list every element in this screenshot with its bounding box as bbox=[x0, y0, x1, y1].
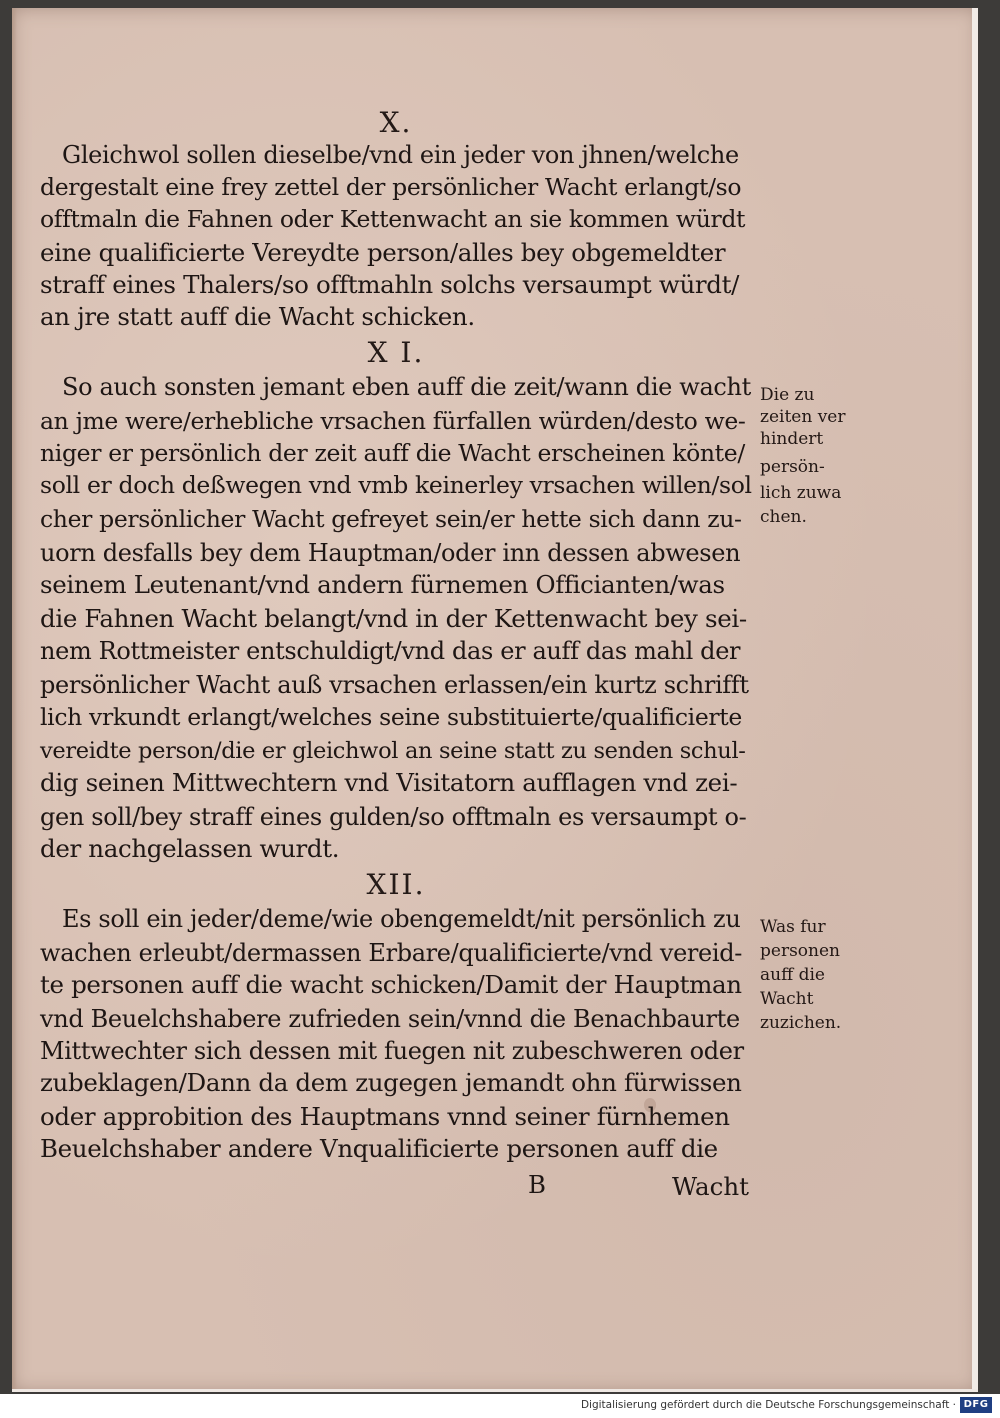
text-line: oder approbition des Hauptmans vnnd seiner fürnhemen bbox=[40, 1102, 730, 1131]
text-line: So auch sonsten jemant eben auff die zeit/wann die wacht bbox=[62, 373, 751, 401]
text-line: uorn desfalls bey dem Hauptman/oder inn dessen abwesen bbox=[40, 539, 741, 567]
margin-note-line: Die zu bbox=[760, 385, 815, 405]
text-line: die Fahnen Wacht belangt/vnd in der Kettenwacht bey sei- bbox=[40, 604, 747, 633]
text-line: dig seinen Mittwechtern vnd Visitatorn aufflagen vnd zei- bbox=[40, 768, 738, 797]
text-line: Es soll ein jeder/deme/wie obengemeldt/nit persönlich zu bbox=[62, 905, 741, 933]
dfg-logo: DFG bbox=[960, 1397, 992, 1413]
page-bottom-edge bbox=[12, 1389, 978, 1392]
margin-note-line: Was fur bbox=[760, 917, 826, 937]
text-line: dergestalt eine frey zettel der persönlicher Wacht erlangt/so bbox=[40, 173, 742, 201]
page-gutter-shadow bbox=[12, 8, 17, 1392]
text-line: eine qualificierte Vereydte person/alles bey obgemeldter bbox=[40, 238, 726, 267]
margin-note-line: hindert bbox=[760, 429, 824, 449]
page-fore-edge bbox=[972, 8, 978, 1392]
text-line: der nachgelassen wurdt. bbox=[40, 834, 340, 863]
margin-note-line: persön- bbox=[760, 457, 825, 477]
text-line: cher persönlicher Wacht gefreyet sein/er hette sich dann zu- bbox=[40, 505, 742, 533]
margin-note-line: auff die bbox=[760, 965, 825, 985]
text-line: nem Rottmeister entschuldigt/vnd das er auff das mahl der bbox=[40, 637, 741, 665]
signature-mark: B bbox=[528, 1170, 547, 1199]
catchword: Wacht bbox=[672, 1172, 750, 1201]
text-line: Mittwechter sich dessen mit fuegen nit zubeschweren oder bbox=[40, 1037, 744, 1065]
margin-note-line: zeiten ver bbox=[760, 407, 846, 427]
footer-credit: Digitalisierung gefördert durch die Deutsche Forschungsgemeinschaft · bbox=[580, 1399, 956, 1411]
margin-note-line: Wacht bbox=[760, 989, 814, 1009]
text-line: soll er doch deßwegen vnd vmb keinerley vrsachen willen/sol bbox=[40, 471, 752, 499]
text-line: niger er persönlich der zeit auff die Wacht erscheinen könte/ bbox=[40, 439, 745, 467]
margin-note-line: lich zuwa bbox=[760, 483, 842, 503]
text-line: an jre statt auff die Wacht schicken. bbox=[40, 302, 475, 331]
text-line: zubeklagen/Dann da dem zugegen jemandt ohn fürwissen bbox=[40, 1068, 742, 1097]
margin-note-line: zuzichen. bbox=[760, 1013, 842, 1033]
text-line: straff eines Thalers/so offtmahln solchs versaumpt würdt/ bbox=[40, 270, 739, 299]
text-line: te personen auff die wacht schicken/Damit der Hauptman bbox=[40, 970, 742, 999]
footer-bar bbox=[0, 1394, 1000, 1418]
text-line: Beuelchshaber andere Vnqualificierte personen auff die bbox=[40, 1134, 718, 1163]
text-line: lich vrkundt erlangt/welches seine substituierte/qualificierte bbox=[40, 703, 742, 731]
text-line: an jme were/erhebliche vrsachen fürfallen würden/desto we- bbox=[40, 407, 746, 435]
section-12-heading: XII. bbox=[366, 868, 426, 901]
text-line: Gleichwol sollen dieselbe/vnd ein jeder von jhnen/welche bbox=[62, 141, 739, 169]
text-line: gen soll/bey straff eines gulden/so offtmaln es versaumpt o- bbox=[40, 803, 747, 831]
text-line: wachen erleubt/dermassen Erbare/qualificierte/vnd vereid- bbox=[40, 939, 743, 967]
section-11-heading: X I. bbox=[367, 336, 425, 369]
section-10-heading: X. bbox=[379, 106, 413, 139]
text-line: seinem Leutenant/vnd andern fürnemen Officianten/was bbox=[40, 570, 725, 599]
margin-note-line: chen. bbox=[760, 507, 807, 527]
text-line: persönlicher Wacht auß vrsachen erlassen/ein kurtz schrifft bbox=[40, 671, 749, 699]
text-line: vnd Beuelchshabere zufrieden sein/vnnd die Benachbaurte bbox=[40, 1005, 740, 1033]
text-line: offtmaln die Fahnen oder Kettenwacht an sie kommen würdt bbox=[40, 205, 746, 233]
margin-note-line: personen bbox=[760, 941, 840, 961]
text-line: vereidte person/die er gleichwol an seine statt zu senden schul- bbox=[40, 738, 746, 764]
